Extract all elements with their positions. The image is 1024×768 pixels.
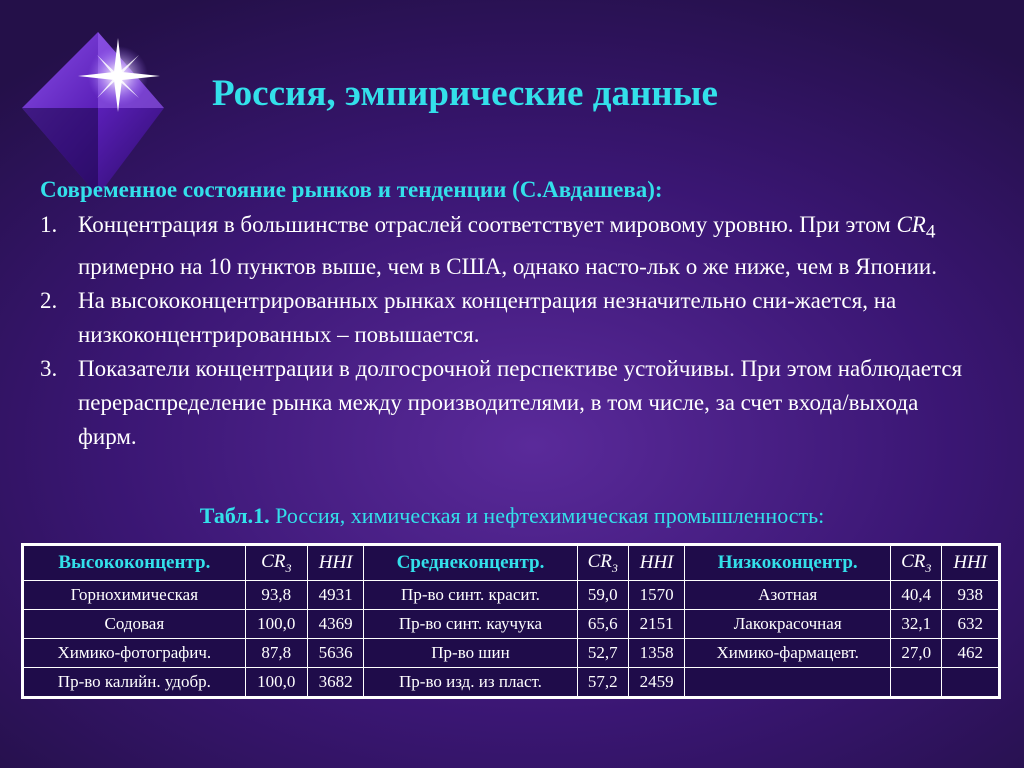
table-cell: 57,2 xyxy=(577,668,628,698)
finding-number: 1. xyxy=(40,212,58,237)
table-cell: Пр-во шин xyxy=(364,639,577,668)
table-cell: 4931 xyxy=(307,581,363,610)
table-caption-text: Россия, химическая и нефтехимическая промышленность: xyxy=(269,503,825,528)
concentration-table xyxy=(21,543,1001,699)
table-cell: 32,1 xyxy=(891,610,942,639)
table-cell: 4369 xyxy=(307,610,363,639)
table-caption-label: Табл.1. xyxy=(199,503,270,528)
table-cell: Пр-во изд. из пласт. xyxy=(364,668,577,698)
table-cell: 59,0 xyxy=(577,581,628,610)
table-row xyxy=(23,639,1000,668)
finding-text-continued: примерно на 10 пунктов выше, чем в США, однако насто-льк о же ниже, чем в Японии. xyxy=(78,253,937,279)
header-hhi: HHI xyxy=(942,545,1000,581)
table-cell: 100,0 xyxy=(245,668,307,698)
table-cell: 938 xyxy=(942,581,1000,610)
table-cell xyxy=(685,668,891,698)
table-cell xyxy=(942,668,1000,698)
table-cell: Азотная xyxy=(685,581,891,610)
finding-item xyxy=(40,208,980,284)
header-cr3: $CR_3$ xyxy=(577,545,628,581)
table-cell: 40,4 xyxy=(891,581,942,610)
table-cell: 3682 xyxy=(307,668,363,698)
table-cell: 462 xyxy=(942,639,1000,668)
findings-list xyxy=(40,208,980,454)
table-cell: Горнохимическая xyxy=(23,581,246,610)
cr-metric-subscript: 4 xyxy=(925,221,936,243)
header-medium-concentration: Среднеконцентр. xyxy=(364,545,577,581)
table-cell: Пр-во синт. каучука xyxy=(364,610,577,639)
header-low-concentration: Низкоконцентр. xyxy=(685,545,891,581)
header-cr3: $CR_3$ xyxy=(245,545,307,581)
table-header-row xyxy=(23,545,1000,581)
finding-item xyxy=(40,284,980,352)
table-cell: 1570 xyxy=(628,581,684,610)
table-cell: Химико-фотографич. xyxy=(23,639,246,668)
table-cell: 632 xyxy=(942,610,1000,639)
table-cell: 93,8 xyxy=(245,581,307,610)
table-cell: 27,0 xyxy=(891,639,942,668)
finding-text: Концентрация в большинстве отраслей соответствует мировому уровню. При этом xyxy=(78,212,897,237)
table-cell: 5636 xyxy=(307,639,363,668)
cr-metric: CR xyxy=(896,212,926,237)
table-cell: Пр-во калийн. удобр. xyxy=(23,668,246,698)
table-cell: 52,7 xyxy=(577,639,628,668)
table-cell: 2151 xyxy=(628,610,684,639)
header-high-concentration: Высококонцентр. xyxy=(23,545,246,581)
table-cell: Химико-фармацевт. xyxy=(685,639,891,668)
finding-number: 2. xyxy=(40,287,58,313)
finding-text: Показатели концентрации в долгосрочной перспективе устойчивы. При этом наблюдается перераспределение рынка между производителями, в том числе, за счет входа/выхода фирм. xyxy=(78,355,963,449)
table-cell: 100,0 xyxy=(245,610,307,639)
header-hhi: HHI xyxy=(307,545,363,581)
table-cell: Пр-во синт. красит. xyxy=(364,581,577,610)
table-caption xyxy=(0,503,1024,529)
header-hhi: HHI xyxy=(628,545,684,581)
finding-text: На высококонцентрированных рынках концентрация незначительно сни-жается, на низкоконцентрированных – повышается. xyxy=(78,287,897,347)
table-row xyxy=(23,581,1000,610)
table-cell: Содовая xyxy=(23,610,246,639)
slide-subtitle: Современное состояние рынков и тенденции (С.Авдашева): xyxy=(40,177,663,202)
table-cell: 65,6 xyxy=(577,610,628,639)
slide-title: Россия, эмпирические данные xyxy=(212,73,718,114)
table-cell: 1358 xyxy=(628,639,684,668)
table-cell xyxy=(891,668,942,698)
table-cell: Лакокрасочная xyxy=(685,610,891,639)
table-row xyxy=(23,610,1000,639)
finding-item xyxy=(40,352,980,454)
finding-number: 3. xyxy=(40,355,58,381)
header-cr3: $CR_3$ xyxy=(891,545,942,581)
table-cell: 87,8 xyxy=(245,639,307,668)
table-row xyxy=(23,668,1000,698)
table-cell: 2459 xyxy=(628,668,684,698)
